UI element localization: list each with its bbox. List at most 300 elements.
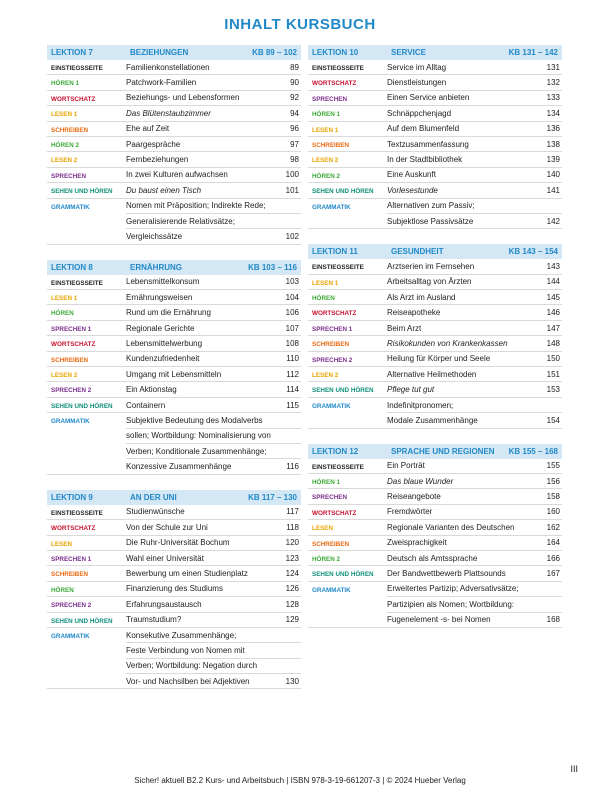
lesson-header: [47, 45, 301, 60]
entry-body: [126, 321, 301, 335]
entry-page-number: 130: [285, 676, 299, 686]
entry-line: [387, 168, 562, 182]
entry-page-number: 118: [286, 522, 299, 532]
entry-topic: Lebensmittelkonsum: [126, 277, 200, 287]
entry-topic: Kundenzufriedenheit: [126, 354, 200, 364]
lesson-page-range: KB 155 – 168: [508, 446, 558, 456]
entry-body: [126, 613, 301, 627]
entry-topic: Subjektlose Passivsätze: [387, 216, 474, 226]
lesson-number: LEKTION 9: [51, 492, 93, 502]
toc-entry: [47, 382, 301, 397]
section-label: SCHREIBEN: [51, 356, 89, 364]
entry-page-number: 112: [286, 369, 299, 379]
entry-line: [126, 551, 301, 565]
toc-entry: [308, 152, 562, 167]
entry-line: [126, 290, 301, 304]
lesson-number: LEKTION 7: [51, 48, 93, 57]
section-label: HÖREN 2: [312, 555, 340, 563]
entry-line: [126, 352, 301, 366]
toc-entry: [308, 106, 562, 121]
entry-page-number: 117: [286, 507, 299, 517]
toc-entry: [308, 168, 562, 183]
entry-line: [387, 551, 562, 565]
toc-entry: [308, 259, 562, 274]
entry-line: [126, 321, 301, 335]
section-label: SEHEN UND HÖREN: [51, 617, 113, 625]
entry-topic: Arbeitsalltag von Ärzten: [387, 277, 472, 287]
lesson-title: AN DER UNI: [130, 492, 177, 502]
section-label: HÖREN: [51, 310, 74, 318]
entry-topic: Fugenelement -s- bei Nomen: [387, 615, 491, 625]
entry-topic: Indefinitpronomen;: [387, 400, 454, 410]
entry-body: [126, 168, 301, 182]
toc-entry: [47, 597, 301, 612]
lesson-block: [308, 244, 562, 428]
entry-line: [387, 321, 562, 335]
entry-page-number: 90: [290, 78, 299, 88]
lesson-header: [47, 490, 301, 505]
lesson-title: SERVICE: [391, 48, 426, 57]
section-label: SPRECHEN: [51, 172, 86, 180]
entry-page-number: 164: [546, 538, 560, 548]
entry-page-number: 103: [285, 277, 299, 287]
entry-body: [387, 367, 562, 381]
entry-body: [126, 398, 301, 412]
entry-line: [387, 474, 562, 488]
entry-line: [126, 336, 301, 350]
toc-entry: [47, 305, 301, 320]
toc-entry: [47, 551, 301, 566]
entry-page-number: 98: [290, 155, 299, 165]
entry-line: [387, 290, 562, 304]
section-label: WORTSCHATZ: [51, 525, 96, 533]
entry-topic: Ein Aktionstag: [126, 385, 177, 395]
entry-topic: Nomen mit Präposition; Indirekte Rede;: [126, 201, 266, 211]
toc-entry: [47, 413, 301, 475]
entry-page-number: 147: [546, 323, 560, 333]
section-label: SPRECHEN 1: [312, 325, 353, 333]
entry-body: [126, 505, 301, 519]
entry-topic: Pflege tut gut: [387, 385, 435, 395]
entry-line: [387, 60, 562, 74]
entry-body: [387, 398, 562, 428]
toc-entry: [308, 183, 562, 198]
entry-topic: Das Blütenstaubzimmer: [126, 108, 211, 118]
toc-entry: [47, 60, 301, 75]
section-label: HÖREN: [312, 295, 335, 303]
toc-entry: [308, 91, 562, 106]
entry-page-number: 110: [286, 354, 299, 364]
entry-topic: Containern: [126, 400, 166, 410]
lesson-block: [47, 45, 301, 245]
entry-page-number: 120: [285, 538, 299, 548]
entry-topic: Rund um die Ernährung: [126, 308, 211, 318]
entry-topic: In zwei Kulturen aufwachsen: [126, 170, 228, 180]
entry-line: [387, 199, 562, 213]
entry-line: [387, 213, 562, 228]
entry-topic: Bewerbung um einen Studienplatz: [126, 569, 248, 579]
entry-line: [126, 673, 301, 688]
section-label: HÖREN: [51, 586, 74, 594]
toc-entry: [308, 352, 562, 367]
section-label: EINSTIEGSSEITE: [51, 279, 103, 287]
entry-topic: Familienkonstellationen: [126, 62, 210, 72]
entry-body: [126, 551, 301, 565]
section-label: EINSTIEGSSEITE: [51, 509, 103, 517]
footer-imprint: Sicher! aktuell B2.2 Kurs- und Arbeitsbuch | ISBN 978-3-19-661207-3 | © 2024 Hueber Verlag: [134, 776, 466, 785]
lesson-header: [47, 260, 301, 275]
section-label: HÖREN 2: [51, 141, 79, 149]
toc-entry: [47, 352, 301, 367]
entry-page-number: 115: [286, 400, 299, 410]
toc-entry: [308, 305, 562, 320]
entry-line: [126, 122, 301, 136]
section-label: SEHEN UND HÖREN: [51, 402, 113, 410]
entry-line: [126, 367, 301, 381]
toc-entry: [47, 199, 301, 245]
entry-topic: Dienstleistungen: [387, 78, 447, 88]
entry-topic: Heilung für Körper und Seele: [387, 354, 491, 364]
toc-entry: [47, 290, 301, 305]
entry-line: [126, 458, 301, 473]
toc-entry: [308, 520, 562, 535]
entry-page-number: 106: [285, 308, 299, 318]
entry-line: [387, 259, 562, 273]
section-label: SCHREIBEN: [51, 126, 89, 134]
toc-entry: [308, 551, 562, 566]
entry-body: [126, 336, 301, 350]
entry-page-number: 96: [290, 124, 299, 134]
entry-topic: Du baust einen Tisch: [126, 185, 202, 195]
entry-line: [126, 168, 301, 182]
toc-entry: [308, 290, 562, 305]
section-label: GRAMMATIK: [312, 203, 351, 211]
entry-line: [126, 398, 301, 412]
entry-body: [387, 275, 562, 289]
entry-line: [387, 122, 562, 136]
entry-body: [126, 597, 301, 611]
entry-page-number: 150: [546, 354, 560, 364]
toc-entry: [47, 336, 301, 351]
entry-topic: Die Ruhr-Universität Bochum: [126, 538, 230, 548]
toc-column-right: [308, 45, 562, 643]
entry-line: [387, 505, 562, 519]
entry-topic: sollen; Wortbildung: Nominalisierung von: [126, 431, 271, 441]
entry-body: [126, 382, 301, 396]
entry-body: [387, 520, 562, 534]
entry-page-number: 151: [546, 369, 560, 379]
entry-topic: Vor- und Nachsilben bei Adjektiven: [126, 676, 250, 686]
entry-page-number: 92: [290, 93, 299, 103]
entry-body: [387, 122, 562, 136]
entry-line: [387, 582, 562, 596]
entry-line: [387, 612, 562, 627]
entry-line: [387, 367, 562, 381]
entry-line: [126, 275, 301, 289]
entry-line: [126, 228, 301, 243]
entry-body: [387, 336, 562, 350]
lesson-page-range: KB 143 – 154: [508, 247, 558, 257]
entry-page-number: 102: [285, 231, 299, 241]
lesson-title: BEZIEHUNGEN: [130, 48, 189, 57]
entry-page-number: 131: [546, 62, 560, 72]
entry-body: [387, 75, 562, 89]
section-label: LESEN 2: [312, 157, 339, 165]
entry-topic: Eine Auskunft: [387, 170, 436, 180]
entry-line: [387, 536, 562, 550]
entry-topic: Alternative Heilmethoden: [387, 369, 477, 379]
entry-page-number: 155: [546, 461, 560, 471]
entry-topic: Feste Verbindung von Nomen mit: [126, 645, 245, 655]
section-label: HÖREN 1: [312, 111, 340, 119]
entry-topic: Patchwork-Familien: [126, 78, 197, 88]
entry-topic: Deutsch als Amtssprache: [387, 553, 478, 563]
entry-body: [387, 505, 562, 519]
lesson-number: LEKTION 8: [51, 262, 93, 272]
section-label: WORTSCHATZ: [312, 80, 357, 88]
entry-line: [387, 75, 562, 89]
entry-body: [387, 382, 562, 396]
section-label: HÖREN 2: [312, 172, 340, 180]
entry-topic: Generalisierende Relativsätze;: [126, 216, 235, 226]
toc-entry: [47, 122, 301, 137]
lesson-number: LEKTION 10: [312, 48, 359, 57]
entry-line: [126, 183, 301, 197]
section-label: LESEN: [312, 525, 333, 533]
entry-line: [387, 336, 562, 350]
section-label: SEHEN UND HÖREN: [51, 188, 113, 196]
entry-page-number: 144: [546, 277, 560, 287]
entry-topic: Vorlesestunde: [387, 185, 438, 195]
entry-page-number: 101: [285, 185, 299, 195]
entry-line: [387, 566, 562, 580]
toc-entry: [308, 60, 562, 75]
entry-page-number: 123: [285, 553, 299, 563]
entry-line: [387, 489, 562, 503]
lesson-page-range: KB 131 – 142: [508, 48, 558, 57]
entry-page-number: 140: [546, 170, 560, 180]
entry-body: [126, 106, 301, 120]
entry-body: [387, 582, 562, 627]
entry-page-number: 124: [285, 569, 299, 579]
section-label: SPRECHEN: [312, 494, 347, 502]
entry-topic: Fernbeziehungen: [126, 155, 189, 165]
entry-topic: Modale Zusammenhänge: [387, 415, 478, 425]
toc-entry: [47, 91, 301, 106]
entry-topic: Alternativen zum Passiv;: [387, 201, 475, 211]
entry-body: [126, 582, 301, 596]
entry-line: [126, 413, 301, 427]
entry-topic: Erfahrungsaustausch: [126, 599, 202, 609]
section-label: SPRECHEN 1: [51, 555, 92, 563]
entry-body: [387, 489, 562, 503]
entry-body: [387, 91, 562, 105]
entry-page-number: 114: [286, 385, 299, 395]
entry-topic: Traumstudium?: [126, 615, 182, 625]
entry-topic: Beim Arzt: [387, 323, 422, 333]
entry-page-number: 148: [546, 338, 560, 348]
entry-line: [387, 152, 562, 166]
entry-topic: Auf dem Blumenfeld: [387, 124, 460, 134]
entry-line: [126, 505, 301, 519]
entry-line: [387, 412, 562, 427]
section-label: HÖREN 1: [312, 478, 340, 486]
entry-page-number: 133: [546, 93, 560, 103]
entry-body: [387, 551, 562, 565]
section-label: LESEN 2: [51, 157, 78, 165]
lesson-number: LEKTION 11: [312, 247, 358, 257]
toc-entry: [47, 321, 301, 336]
toc-entry: [308, 367, 562, 382]
toc-entry: [308, 321, 562, 336]
entry-line: [387, 459, 562, 473]
lesson-title: SPRACHE UND REGIONEN: [391, 446, 495, 456]
toc-entry: [47, 566, 301, 581]
entry-topic: Reiseangebote: [387, 492, 441, 502]
entry-page-number: 134: [546, 108, 560, 118]
entry-body: [387, 290, 562, 304]
toc-entry: [308, 474, 562, 489]
entry-body: [126, 275, 301, 289]
lesson-block: [308, 45, 562, 229]
entry-line: [387, 137, 562, 151]
entry-line: [126, 137, 301, 151]
toc-entry: [308, 199, 562, 230]
entry-topic: Partizipien als Nomen; Wortbildung:: [387, 599, 515, 609]
entry-line: [387, 596, 562, 611]
toc-entry: [308, 536, 562, 551]
entry-topic: Arztserien im Fernsehen: [387, 261, 475, 271]
entry-topic: Finanzierung des Studiums: [126, 584, 223, 594]
section-label: SPRECHEN 2: [51, 602, 92, 610]
section-label: EINSTIEGSSEITE: [51, 65, 103, 72]
entry-body: [387, 168, 562, 182]
entry-body: [126, 305, 301, 319]
entry-body: [387, 536, 562, 550]
entry-topic: Risikokunden von Krankenkassen: [387, 338, 508, 348]
entry-body: [126, 520, 301, 534]
toc-entry: [47, 367, 301, 382]
entry-topic: Paargespräche: [126, 139, 181, 149]
entry-body: [126, 536, 301, 550]
toc-entry: [308, 459, 562, 474]
entry-line: [126, 152, 301, 166]
toc-entry: [47, 168, 301, 183]
entry-line: [126, 443, 301, 458]
entry-topic: Beziehungs- und Lebensformen: [126, 93, 240, 103]
entry-page-number: 104: [285, 292, 299, 302]
section-label: LESEN 1: [312, 126, 339, 134]
toc-entry: [308, 382, 562, 397]
entry-page-number: 145: [546, 292, 560, 302]
section-label: SEHEN UND HÖREN: [312, 387, 374, 395]
entry-body: [387, 199, 562, 229]
entry-page-number: 153: [546, 385, 560, 395]
entry-topic: Reiseapotheke: [387, 308, 441, 318]
entry-topic: Umgang mit Lebensmitteln: [126, 369, 222, 379]
section-label: EINSTIEGSSEITE: [312, 463, 364, 471]
entry-page-number: 168: [546, 615, 560, 625]
entry-page-number: 116: [286, 462, 299, 472]
toc-entry: [47, 398, 301, 413]
section-label: SPRECHEN: [312, 95, 347, 103]
entry-line: [126, 213, 301, 228]
entry-topic: Verben; Wortbildung: Negation durch: [126, 661, 258, 671]
section-label: SCHREIBEN: [312, 341, 350, 349]
section-label: SCHREIBEN: [51, 571, 89, 579]
lesson-header: [308, 244, 562, 259]
entry-topic: Der Bandwettbewerb Plattsounds: [387, 569, 506, 579]
entry-body: [126, 183, 301, 197]
entry-topic: Subjektive Bedeutung des Modalverbs: [126, 415, 263, 425]
entry-line: [126, 536, 301, 550]
section-label: WORTSCHATZ: [51, 341, 96, 349]
entry-line: [126, 520, 301, 534]
entry-topic: Textzusammenfassung: [387, 139, 469, 149]
section-label: SCHREIBEN: [312, 540, 350, 548]
section-label: GRAMMATIK: [312, 402, 351, 410]
toc-entry: [308, 505, 562, 520]
section-label: SEHEN UND HÖREN: [312, 571, 374, 579]
entry-topic: Zweisprachigkeit: [387, 538, 447, 548]
toc-entry: [47, 137, 301, 152]
entry-line: [387, 352, 562, 366]
section-label: EINSTIEGSSEITE: [312, 65, 364, 72]
entry-topic: Konsekutive Zusammenhänge;: [126, 630, 237, 640]
toc-entry: [308, 582, 562, 628]
section-label: WORTSCHATZ: [312, 509, 357, 517]
entry-line: [126, 305, 301, 319]
entry-line: [126, 628, 301, 642]
page-number: III: [570, 764, 578, 774]
toc-entry: [47, 183, 301, 198]
entry-line: [126, 91, 301, 105]
entry-body: [387, 566, 562, 580]
entry-page-number: 143: [546, 261, 560, 271]
entry-body: [126, 137, 301, 151]
entry-page-number: 108: [285, 338, 299, 348]
entry-page-number: 141: [546, 185, 560, 195]
section-label: LESEN 1: [312, 279, 339, 287]
lesson-header: [308, 444, 562, 459]
lesson-page-range: KB 89 – 102: [252, 48, 297, 57]
entry-topic: Regionale Gerichte: [126, 323, 195, 333]
entry-topic: In der Stadtbibliothek: [387, 155, 463, 165]
toc-entry: [47, 106, 301, 121]
section-label: SPRECHEN 2: [312, 356, 353, 364]
entry-body: [126, 122, 301, 136]
entry-body: [387, 474, 562, 488]
section-label: WORTSCHATZ: [51, 95, 96, 103]
entry-line: [126, 582, 301, 596]
lesson-header: [308, 45, 562, 60]
lesson-page-range: KB 117 – 130: [248, 492, 297, 502]
entry-body: [387, 352, 562, 366]
entry-topic: Ehe auf Zeit: [126, 124, 170, 134]
section-label: LESEN 1: [51, 295, 78, 303]
toc-entry: [308, 137, 562, 152]
entry-line: [387, 275, 562, 289]
toc-entry: [308, 122, 562, 137]
entry-line: [126, 613, 301, 627]
toc-column-left: [47, 45, 301, 704]
entry-topic: Service im Alltag: [387, 62, 447, 72]
entry-line: [126, 597, 301, 611]
entry-topic: Schnäppchenjagd: [387, 108, 452, 118]
toc-entry: [308, 75, 562, 90]
section-label: SEHEN UND HÖREN: [312, 188, 374, 196]
entry-topic: Erweitertes Partizip; Adversativsätze;: [387, 584, 519, 594]
